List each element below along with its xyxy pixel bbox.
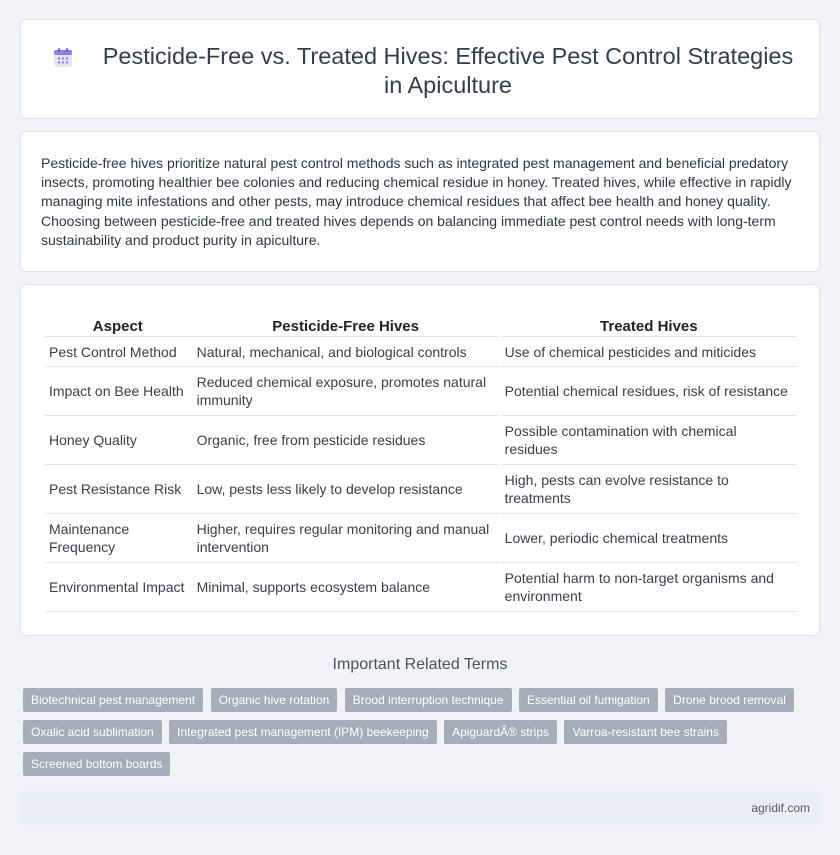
title-card — [20, 19, 820, 119]
table-cell: Potential harm to non-target organisms and environment — [501, 563, 797, 612]
table-cell: Maintenance Frequency — [45, 514, 191, 563]
table-row — [45, 337, 797, 367]
intro-paragraph: Pesticide-free hives prioritize natural pest control methods such as integrated pest management and beneficial predatory insects, promoting healthier bee colonies and reducing chemical residue in honey. Treated hives, while effective in rapidly managing mite infestations and other pests, may introduce chemical residues that affect bee health and honey quality. Choosing between pesticide-free and treated hives depends on balancing immediate pest control needs with long-term sustainability and product purity in apiculture. — [41, 155, 792, 248]
term-tag[interactable]: Organic hive rotation — [211, 688, 338, 712]
header-pesticide-free: Pesticide-Free Hives — [193, 317, 499, 337]
intro-card — [20, 131, 820, 272]
page-title: Pesticide-Free vs. Treated Hives: Effective Pest Control Strategies in Apiculture — [102, 43, 794, 98]
table-cell: Minimal, supports ecosystem balance — [193, 563, 499, 612]
table-cell: Possible contamination with chemical residues — [501, 416, 797, 465]
table-row — [45, 514, 797, 563]
header-aspect: Aspect — [45, 317, 191, 337]
table-cell: Organic, free from pesticide residues — [193, 416, 499, 465]
term-tag[interactable]: Oxalic acid sublimation — [23, 720, 162, 744]
table-header-row — [45, 317, 797, 337]
table-cell: Reduced chemical exposure, promotes natural immunity — [193, 367, 499, 416]
header-treated: Treated Hives — [501, 317, 797, 337]
table-cell: Lower, periodic chemical treatments — [501, 514, 797, 563]
term-tag[interactable]: Drone brood removal — [665, 688, 794, 712]
related-terms-list — [23, 688, 803, 784]
table-cell: Low, pests less likely to develop resistance — [193, 465, 499, 514]
footer-site-link[interactable]: agridif.com — [751, 801, 810, 815]
term-tag[interactable]: Screened bottom boards — [23, 752, 170, 776]
table-cell: Potential chemical residues, risk of resistance — [501, 367, 797, 416]
comparison-card — [20, 284, 820, 636]
term-tag[interactable]: Essential oil fumigation — [519, 688, 658, 712]
table-row — [45, 563, 797, 612]
table-row — [45, 367, 797, 416]
term-tag[interactable]: ApiguardÂ® strips — [444, 720, 557, 744]
term-tag[interactable]: Integrated pest management (IPM) beekeeping — [169, 720, 436, 744]
table-cell: High, pests can evolve resistance to treatments — [501, 465, 797, 514]
term-tag[interactable]: Brood interruption technique — [345, 688, 512, 712]
table-cell: Honey Quality — [45, 416, 191, 465]
table-cell: Pest Control Method — [45, 337, 191, 367]
table-cell: Higher, requires regular monitoring and manual intervention — [193, 514, 499, 563]
table-cell: Environmental Impact — [45, 563, 191, 612]
term-tag[interactable]: Biotechnical pest management — [23, 688, 203, 712]
comparison-table — [43, 317, 799, 612]
related-terms-heading: Important Related Terms — [332, 656, 508, 673]
footer — [20, 791, 820, 825]
term-tag[interactable]: Varroa-resistant bee strains — [564, 720, 727, 744]
table-cell: Impact on Bee Health — [45, 367, 191, 416]
table-row — [45, 465, 797, 514]
table-cell: Pest Resistance Risk — [45, 465, 191, 514]
table-cell: Natural, mechanical, and biological controls — [193, 337, 499, 367]
table-cell: Use of chemical pesticides and miticides — [501, 337, 797, 367]
table-row — [45, 416, 797, 465]
